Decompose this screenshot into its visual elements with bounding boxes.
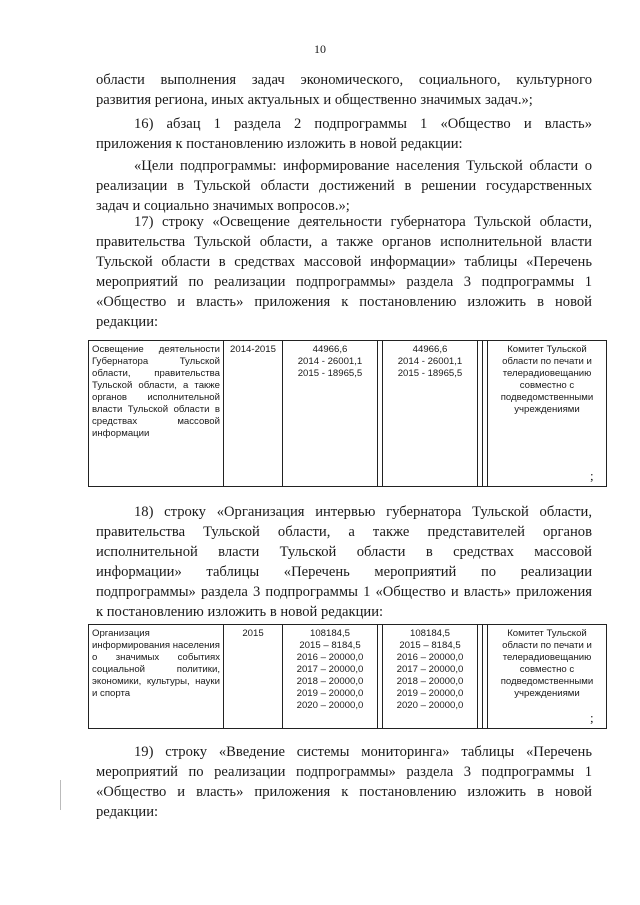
text-line: 18) строку «Организация интервью губернатора Тульской области, xyxy=(134,504,592,520)
funding-line: 108184,5 xyxy=(309,628,350,639)
text-line: редакции: xyxy=(96,314,159,330)
funding-line: 108184,5 xyxy=(409,628,450,639)
text-line: правительства Тульской области, а также представителей органов xyxy=(96,524,592,540)
funding-line: 2014 - 26001,1 xyxy=(397,356,463,367)
text-line: 17) строку «Освещение деятельности губернатора Тульской области, xyxy=(134,214,592,230)
text-line: редакции: xyxy=(96,804,159,820)
text-line: к постановлению изложить в новой редакции: xyxy=(96,604,384,620)
funding-line: 2015 – 8184,5 xyxy=(299,640,361,651)
text-line: задач и социально значимых вопросов.»; xyxy=(96,198,350,214)
paragraph-17 xyxy=(96,212,592,332)
paragraph-continuation xyxy=(96,70,592,110)
table-cell-funding-regional xyxy=(383,341,478,487)
text-line: 19) строку «Введение системы мониторинга» таблицы «Перечень xyxy=(134,744,592,760)
funding-line: 44966,6 xyxy=(412,344,448,355)
funding-line: 2020 – 20000,0 xyxy=(296,700,364,711)
table-row-osveshchenie xyxy=(88,340,607,487)
text-line: Тульской области в средствах массовой информации» таблицы «Перечень xyxy=(96,254,592,270)
paragraph-16 xyxy=(96,114,592,154)
table-cell-funding-total xyxy=(283,341,378,487)
text-line: исполнительной власти Тульской области в средствах массовой xyxy=(96,544,592,560)
text-line: мероприятий по реализации подпрограммы» раздела 3 подпрограммы 1 xyxy=(96,274,592,290)
funding-line: 2019 – 20000,0 xyxy=(296,688,364,699)
table-cell-responsible: Комитет Тульской области по печати и телерадиовещанию совместно с подведомственными учреждениями xyxy=(488,625,607,729)
funding-line: 2018 – 20000,0 xyxy=(296,676,364,687)
text-line: «Общество и власть» приложения к постановлению изложить в новой xyxy=(96,784,592,800)
table-cell-name: Организация информирования населения о значимых событиях социальной политики, экономики, культуры, науки и спорта xyxy=(89,625,224,729)
funding-line: 2015 – 8184,5 xyxy=(399,640,461,651)
funding-line: 2014 - 26001,1 xyxy=(297,356,363,367)
funding-line: 2020 – 20000,0 xyxy=(396,700,464,711)
text-line: реализации в Тульской области достижений в решении государственных xyxy=(96,178,592,194)
funding-line: 2015 - 18965,5 xyxy=(297,368,363,379)
table-row xyxy=(89,341,607,487)
text-line: «Цели подпрограммы: информирование населения Тульской области о xyxy=(134,158,592,174)
funding-line: 2017 – 20000,0 xyxy=(396,664,464,675)
page-number: 10 xyxy=(314,42,326,56)
text-line: информации» таблицы «Перечень мероприятий по реализации xyxy=(96,564,592,580)
table-cell-responsible: Комитет Тульской области по печати и телерадиовещанию совместно с подведомственными учреждениями xyxy=(488,341,607,487)
funding-line: 2016 – 20000,0 xyxy=(396,652,464,663)
table-cell-name: Освещение деятельности Губернатора Тульской области, правительства Тульской области, а также органов исполнительной власти Тульской области в средствах массовой информации xyxy=(89,341,224,487)
scan-margin-mark xyxy=(60,780,61,810)
funding-line: 44966,6 xyxy=(312,344,348,355)
funding-line: 2018 – 20000,0 xyxy=(396,676,464,687)
paragraph-18 xyxy=(96,502,592,622)
table-cell-years: 2015 xyxy=(224,625,283,729)
funding-line: 2017 – 20000,0 xyxy=(296,664,364,675)
quote-16 xyxy=(96,156,592,216)
text-line: области выполнения задач экономического, социального, культурного xyxy=(96,72,592,88)
funding-line: 2019 – 20000,0 xyxy=(396,688,464,699)
text-line: 16) абзац 1 раздела 2 подпрограммы 1 «Общество и власть» xyxy=(134,116,592,132)
table-cell-funding-total xyxy=(283,625,378,729)
text-line: приложения к постановлению изложить в новой редакции: xyxy=(96,136,463,152)
table-row-organizatsiya xyxy=(88,624,607,729)
paragraph-19 xyxy=(96,742,592,822)
funding-line: 2016 – 20000,0 xyxy=(296,652,364,663)
text-line: подпрограммы» раздела 3 подпрограммы 1 «Общество и власть» приложения xyxy=(96,584,592,600)
text-line: «Общество и власть» приложения к постановлению изложить в новой xyxy=(96,294,592,310)
text-line: мероприятий по реализации подпрограммы» раздела 3 подпрограммы 1 xyxy=(96,764,592,780)
table-cell-funding-regional xyxy=(383,625,478,729)
table-end-semicolon: ; xyxy=(590,468,594,483)
table-cell-years: 2014-2015 xyxy=(224,341,283,487)
table-end-semicolon: ; xyxy=(590,710,594,725)
text-line: развития региона, иных актуальных и общественно значимых задач.»; xyxy=(96,92,533,108)
text-line: правительства Тульской области, а также органов исполнительной власти xyxy=(96,234,592,250)
funding-line: 2015 - 18965,5 xyxy=(397,368,463,379)
table-row xyxy=(89,625,607,729)
